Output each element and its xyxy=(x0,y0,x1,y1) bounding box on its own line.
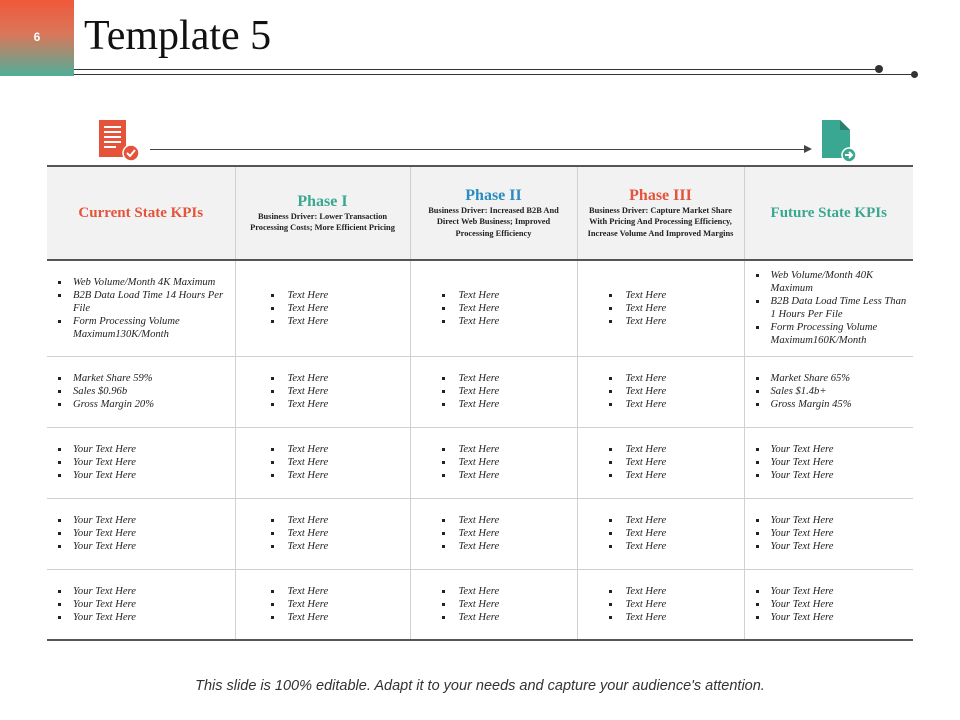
bullet-list xyxy=(745,269,914,347)
table-row xyxy=(47,569,913,640)
cell-phase-3 xyxy=(577,356,744,427)
list-item: Text Here xyxy=(626,585,696,598)
cell-phase-1 xyxy=(235,498,410,569)
timeline-arrow-head xyxy=(804,145,812,153)
list-item: Your Text Here xyxy=(73,527,229,540)
list-item: Text Here xyxy=(459,385,529,398)
cell-phase-2 xyxy=(410,260,577,356)
list-item: Text Here xyxy=(626,527,696,540)
bullet-list xyxy=(47,514,235,553)
cell-current xyxy=(47,260,235,356)
cell-phase-1 xyxy=(235,356,410,427)
list-item: Text Here xyxy=(288,315,358,328)
list-item: Your Text Here xyxy=(73,585,229,598)
list-item: B2B Data Load Time Less Than 1 Hours Per File xyxy=(770,296,907,321)
table-row xyxy=(47,356,913,427)
header-phase-2 xyxy=(410,166,577,260)
list-item: Text Here xyxy=(459,302,529,315)
footer-caption: This slide is 100% editable. Adapt it to your needs and capture your audience's attention. xyxy=(195,678,765,694)
list-item: Your Text Here xyxy=(771,456,908,469)
list-item: Text Here xyxy=(288,598,358,611)
list-item: Text Here xyxy=(459,398,529,411)
list-item: Gross Margin 45% xyxy=(771,398,908,411)
list-item: Text Here xyxy=(288,289,358,302)
list-item: Sales $1.4b+ xyxy=(771,385,908,398)
list-item: Text Here xyxy=(626,514,696,527)
cell-current xyxy=(47,427,235,498)
bullet-list xyxy=(47,276,235,341)
header-phase-1 xyxy=(235,166,410,260)
kpi-table xyxy=(47,165,913,641)
slide-number: 6 xyxy=(33,30,41,44)
header-current-state: Current State KPIs xyxy=(47,166,235,260)
cell-future xyxy=(744,356,913,427)
list-item: Text Here xyxy=(626,372,696,385)
list-item: Text Here xyxy=(459,540,529,553)
list-item: Text Here xyxy=(626,540,696,553)
list-item: Market Share 59% xyxy=(73,372,229,385)
header-future-state: Future State KPIs xyxy=(770,204,887,221)
cell-current xyxy=(47,569,235,640)
document-arrow-icon xyxy=(818,118,860,164)
bullet-list xyxy=(288,443,358,482)
bullet-list xyxy=(745,585,914,624)
list-item: Your Text Here xyxy=(771,540,908,553)
bullet-list xyxy=(745,514,914,553)
cell-phase-3 xyxy=(577,498,744,569)
list-item: Text Here xyxy=(626,385,696,398)
list-item: Your Text Here xyxy=(771,585,908,598)
list-item: Your Text Here xyxy=(771,443,908,456)
list-item: Text Here xyxy=(288,385,358,398)
list-item: Your Text Here xyxy=(771,598,908,611)
list-item: Text Here xyxy=(288,443,358,456)
table-row xyxy=(47,498,913,569)
list-item: Text Here xyxy=(626,443,696,456)
list-item: Text Here xyxy=(459,372,529,385)
list-item: Text Here xyxy=(626,469,696,482)
bullet-list xyxy=(288,289,358,328)
list-item: Your Text Here xyxy=(73,598,229,611)
list-item: Form Processing Volume Maximum160K/Month xyxy=(771,321,908,347)
bullet-list xyxy=(47,443,235,482)
bullet-list xyxy=(745,443,914,482)
phase-3-title: Phase III xyxy=(629,186,692,204)
list-item: Text Here xyxy=(459,514,529,527)
list-item: Market Share 65% xyxy=(771,372,908,385)
phase-2-title: Phase II xyxy=(465,186,522,204)
list-item: Text Here xyxy=(459,585,529,598)
cell-phase-2 xyxy=(410,427,577,498)
list-item: Text Here xyxy=(459,289,529,302)
bullet-list xyxy=(288,372,358,411)
cell-current xyxy=(47,356,235,427)
phase-1-title: Phase I xyxy=(297,192,348,210)
list-item: Text Here xyxy=(459,315,529,328)
list-item: Text Here xyxy=(626,456,696,469)
list-item: Text Here xyxy=(626,289,696,302)
bullet-list xyxy=(459,372,529,411)
list-item: Your Text Here xyxy=(73,443,229,456)
list-item: Gross Margin 20% xyxy=(73,398,229,411)
phase-1-desc: Business Driver: Lower Transaction Processing Costs; More Efficient Pricing xyxy=(250,211,395,232)
list-item: Text Here xyxy=(459,598,529,611)
list-item: Text Here xyxy=(626,611,696,624)
cell-phase-3 xyxy=(577,427,744,498)
table-row xyxy=(47,260,913,356)
list-item: Text Here xyxy=(626,598,696,611)
cell-phase-1 xyxy=(235,260,410,356)
list-item: Text Here xyxy=(626,398,696,411)
slide-title: Template 5 xyxy=(84,13,272,59)
cell-current xyxy=(47,498,235,569)
document-check-icon xyxy=(96,118,142,164)
bullet-list xyxy=(745,372,914,411)
list-item: Your Text Here xyxy=(73,469,229,482)
cell-phase-1 xyxy=(235,569,410,640)
bullet-list xyxy=(459,585,529,624)
list-item: Text Here xyxy=(459,469,529,482)
phase-3-desc: Business Driver: Capture Market Share With Pricing And Processing Efficiency, Increase Volume And Improved Margins xyxy=(587,205,734,238)
table-row xyxy=(47,427,913,498)
list-item: Text Here xyxy=(459,611,529,624)
list-item: Your Text Here xyxy=(771,469,908,482)
bullet-list xyxy=(459,289,529,328)
timeline-arrow xyxy=(150,149,810,150)
bullet-list xyxy=(459,443,529,482)
bullet-list xyxy=(459,514,529,553)
title-rule-upper xyxy=(74,69,880,70)
bullet-list xyxy=(626,372,696,411)
bullet-list xyxy=(288,514,358,553)
bullet-list xyxy=(47,585,235,624)
cell-phase-2 xyxy=(410,569,577,640)
list-item: Text Here xyxy=(459,443,529,456)
list-item: Text Here xyxy=(626,302,696,315)
list-item: Your Text Here xyxy=(771,611,908,624)
cell-phase-2 xyxy=(410,356,577,427)
list-item: Sales $0.96b xyxy=(73,385,229,398)
list-item: Text Here xyxy=(459,527,529,540)
list-item: Your Text Here xyxy=(73,456,229,469)
list-item: Text Here xyxy=(288,540,358,553)
list-item: B2B Data Load Time 14 Hours Per File xyxy=(73,289,229,315)
list-item: Text Here xyxy=(288,302,358,315)
rule-dot-upper xyxy=(875,65,883,73)
list-item: Text Here xyxy=(459,456,529,469)
list-item: Text Here xyxy=(288,469,358,482)
cell-phase-3 xyxy=(577,569,744,640)
list-item: Text Here xyxy=(626,315,696,328)
phase-2-desc: Business Driver: Increased B2B And Direct Web Business; Improved Processing Efficiency xyxy=(428,205,559,238)
list-item: Form Processing Volume Maximum130K/Month xyxy=(73,315,229,341)
bullet-list xyxy=(626,289,696,328)
table-header-row xyxy=(47,166,913,260)
cell-future xyxy=(744,569,913,640)
bullet-list xyxy=(626,514,696,553)
bullet-list xyxy=(626,585,696,624)
list-item: Your Text Here xyxy=(771,527,908,540)
cell-future xyxy=(744,260,913,356)
cell-phase-2 xyxy=(410,498,577,569)
bullet-list xyxy=(288,585,358,624)
list-item: Text Here xyxy=(288,398,358,411)
header-phase-3 xyxy=(577,166,744,260)
bullet-list xyxy=(626,443,696,482)
cell-future xyxy=(744,498,913,569)
list-item: Text Here xyxy=(288,372,358,385)
rule-dot-lower xyxy=(911,71,918,78)
list-item: Text Here xyxy=(288,611,358,624)
cell-future xyxy=(744,427,913,498)
cell-phase-3 xyxy=(577,260,744,356)
list-item: Text Here xyxy=(288,514,358,527)
list-item: Web Volume/Month 40K Maximum xyxy=(771,269,908,295)
list-item: Text Here xyxy=(288,456,358,469)
cell-phase-1 xyxy=(235,427,410,498)
list-item: Text Here xyxy=(288,585,358,598)
bullet-list xyxy=(47,372,235,411)
list-item: Your Text Here xyxy=(73,611,229,624)
title-rule-lower xyxy=(74,74,916,75)
list-item: Your Text Here xyxy=(771,514,908,527)
list-item: Your Text Here xyxy=(73,540,229,553)
list-item: Your Text Here xyxy=(73,514,229,527)
list-item: Text Here xyxy=(288,527,358,540)
list-item: Web Volume/Month 4K Maximum xyxy=(73,276,229,289)
